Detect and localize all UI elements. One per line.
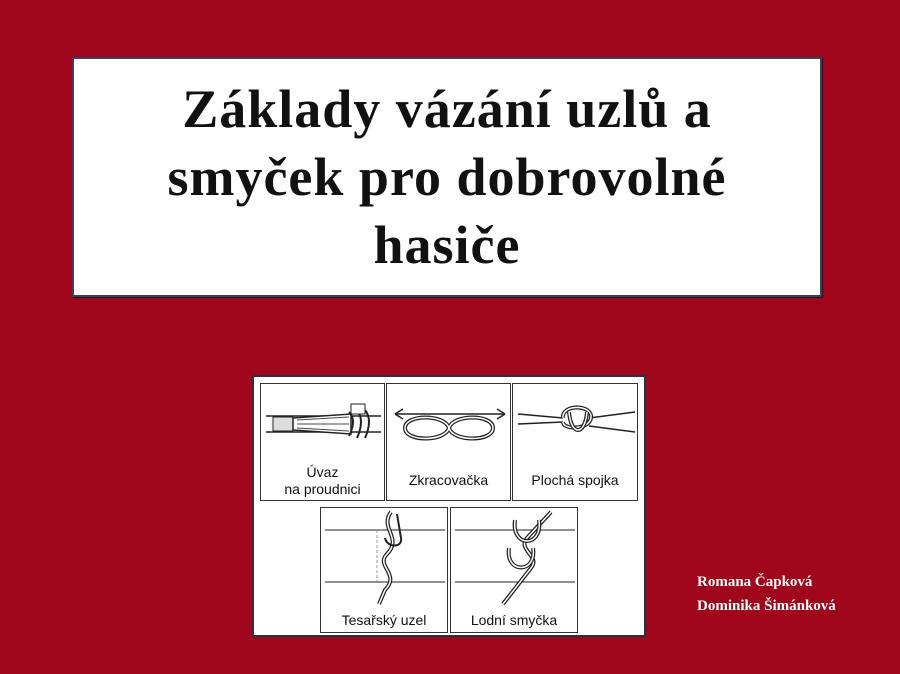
knot-panel-uvaz-na-proudnici [260, 383, 385, 501]
knots-illustration [252, 375, 646, 637]
panel-caption: Tesařský uzel [341, 612, 427, 628]
tesarsky-uzel-drawing [321, 508, 449, 608]
knot-panel-lodni-smycka [450, 507, 578, 633]
page-title: Základy vázání uzlů a smyček pro dobrovolné hasiče [167, 79, 727, 275]
zkracovacka-drawing [387, 384, 512, 464]
panel-caption: Úvaz na proudnici [284, 464, 361, 497]
knot-panel-plocha-spojka [512, 383, 638, 501]
author-name: Dominika Šimánková [697, 598, 836, 614]
authors [697, 570, 836, 618]
knot-panel-zkracovacka [386, 383, 511, 501]
plocha-spojka-drawing [513, 384, 639, 464]
panel-caption: Plochá spojka [531, 472, 619, 488]
panel-caption: Lodní smyčka [470, 612, 558, 628]
author-name: Romana Čapková [697, 574, 813, 590]
knot-panel-tesarsky-uzel [320, 507, 448, 633]
lodni-smycka-drawing [451, 508, 579, 608]
uvaz-na-proudnici-drawing [261, 384, 386, 464]
panel-caption: Zkracovačka [408, 472, 489, 488]
title-box [72, 57, 822, 297]
